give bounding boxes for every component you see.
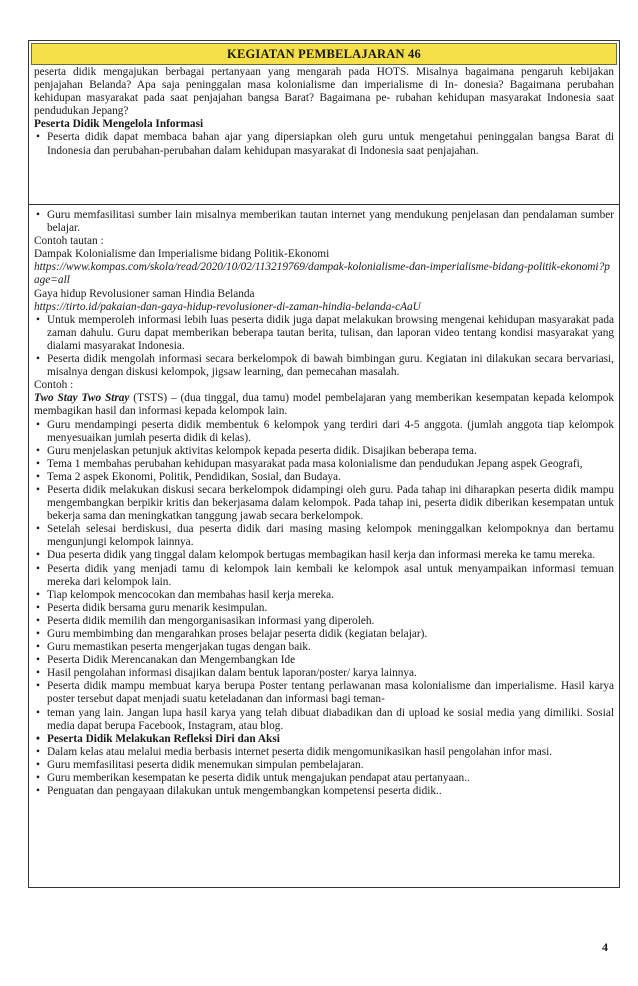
list-item: • Peserta Didik Merencanakan dan Mengembangkan Ide — [34, 654, 614, 667]
tsts-description: (TSTS) – (dua tinggal, dua tamu) model pembelajaran yang memberikan kesempatan kepada kelompok membagikan hasil dan informasi kepada kelompok lain. — [34, 392, 614, 418]
list-item: • Guru memfasilitasi sumber lain misalnya memberikan tautan internet yang mendukung penjelasan dan pendalaman sumber belajar. — [34, 209, 614, 235]
list-item: • Guru membimbing dan mengarahkan proses belajar peserta didik (kegiatan belajar). — [34, 628, 614, 641]
list-item: • Penguatan dan pengayaan dilakukan untuk mengembangkan kompetensi peserta didik.. — [34, 785, 614, 798]
info-list — [34, 314, 614, 379]
list-item: • Hasil pengolahan informasi disajikan dalam bentuk laporan/poster/ karya lainnya. — [34, 667, 614, 680]
list-item: • Tema 2 aspek Ekonomi, Politik, Pendidikan, Sosial, dan Budaya. — [34, 471, 614, 484]
list-item: • teman yang lain. Jangan lupa hasil karya yang telah dibuat diabadikan dan di upload ke sosial media yang dimiliki. Sosial media dapat berupa Facebook, Instagram, atau blog. — [34, 707, 614, 733]
list-item: • Peserta didik mampu membuat karya berupa Poster tentang perlawanan masa kolonialisme dan imperialisme. Hasil karya poster tersebut dapat menjadi suatu keteladanan dan informasi bagi teman- — [34, 680, 614, 706]
link2-url[interactable]: https://tirto.id/pakaian-dan-gaya-hidup-revolusioner-di-zaman-hindia-belanda-cAaU — [34, 300, 421, 313]
section-main — [29, 209, 619, 887]
lesson-title: KEGIATAN PEMBELAJARAN 46 — [31, 43, 617, 65]
list-item: • Peserta didik bersama guru menarik kesimpulan. — [34, 602, 614, 615]
refleksi-list — [34, 733, 614, 798]
list-item: • Peserta didik mengolah informasi secara berkelompok di bawah bimbingan guru. Kegiatan ini dilakukan secara bervariasi, misalnya dengan diskusi kelompok, jigsaw learning, dan pemecahan masalah. — [34, 353, 614, 379]
contoh-label: Contoh : — [34, 379, 74, 392]
link-intro-list — [34, 209, 614, 235]
heading-kelola-informasi: Peserta Didik Mengelola Informasi — [34, 118, 204, 131]
page-number: 4 — [602, 940, 608, 954]
heading-refleksi: • Peserta Didik Melakukan Refleksi Diri dan Aksi — [34, 733, 614, 746]
section-intro — [29, 66, 619, 204]
list-item: • Guru memfasilitasi peserta didik menemukan simpulan pembelajaran. — [34, 759, 614, 772]
list-item: • Guru menjelaskan petunjuk aktivitas kelompok kepada peserta didik. Disajikan beberapa tema. — [34, 445, 614, 458]
intro-paragraph: peserta didik mengajukan berbagai pertanyaan yang mengarah pada HOTS. Misalnya bagaimana pengaruh kebijakan penjajahan Belanda? Apa saja peninggalan masa kolonialisme dan imperialisme di In- donesia? Bagaimana perubahan kehidupan masyarakat pada saat penjajahan bangsa Barat? Bagaimana pe- rubahan kehidupan masyarakat Indonesia saat pendudukan Jepang? — [34, 66, 614, 118]
lesson-frame — [28, 40, 620, 888]
list-item: • Peserta didik yang menjadi tamu di kelompok lain kembali ke kelompok asal untuk menyampaikan informasi temuan mereka dari kelompok lain. — [34, 563, 614, 589]
list-item: • Dalam kelas atau melalui media berbasis internet peserta didik mengomunikasikan hasil pengolahan infor masi. — [34, 746, 614, 759]
tsts-paragraph — [34, 392, 614, 418]
tsts-steps-list — [34, 419, 614, 733]
link2-title: Gaya hidup Revolusioner saman Hindia Belanda — [34, 287, 255, 300]
list-item: • Peserta didik memilih dan mengorganisasikan informasi yang diperoleh. — [34, 615, 614, 628]
list-item: • Tema 1 membahas perubahan kehidupan masyarakat pada masa kolonialisme dan pendudukan Jepang aspek Geografi, — [34, 458, 614, 471]
list-item: • Guru mendampingi peserta didik membentuk 6 kelompok yang terdiri dari 4-5 anggota. (jumlah anggota tiap kelompok menyesuaikan jumlah peserta didik di kelas). — [34, 419, 614, 445]
link1-title: Dampak Kolonialisme dan Imperialisme bidang Politik-Ekonomi — [34, 248, 330, 261]
link1-url[interactable]: https://www.kompas.com/skola/read/2020/10/02/113219769/dampak-kolonialisme-dan-imperialisme-bidang-politik-ekonomi?page=all — [34, 261, 610, 287]
list-item: • Dua peserta didik yang tinggal dalam kelompok bertugas membagikan hasil kerja dan informasi mereka ke tamu mereka. — [34, 549, 614, 562]
tsts-name: Two Stay Two Stray — [34, 392, 130, 405]
list-item: • Tiap kelompok mencocokan dan membahas hasil kerja mereka. — [34, 589, 614, 602]
list-item: • Guru memberikan kesempatan ke peserta didik untuk mengajukan pendapat atau pertanyaan.. — [34, 772, 614, 785]
list-item: • Setelah selesai berdiskusi, dua peserta didik dari masing masing kelompok meninggalkan kelompoknya dan bertamu mengunjungi kelompok lainnya. — [34, 523, 614, 549]
list-item: • Peserta didik dapat membaca bahan ajar yang dipersiapkan oleh guru untuk mengetahui peninggalan bangsa Barat di Indonesia dan perubahan-perubahan dalam kehidupan masyarakat di Indonesia saat penjajahan. — [34, 131, 614, 157]
list-item: • Peserta didik melakukan diskusi secara berkelompok didampingi oleh guru. Pada tahap ini diharapkan peserta didik mampu mengembangkan berpikir kritis dan bekerjasama dalam kelompok. Pada tahap ini, peserta didik diberikan kesempatan untuk bekerja sama dan meningkatkan tanggung jawab secara berkelompok. — [34, 484, 614, 523]
contoh-tautan-label: Contoh tautan : — [34, 235, 104, 248]
section-divider — [29, 204, 619, 205]
list-item: • Guru memastikan peserta mengerjakan tugas dengan baik. — [34, 641, 614, 654]
kelola-list — [34, 131, 614, 157]
list-item: • Untuk memperoleh informasi lebih luas peserta didik juga dapat melakukan browsing mengenai kehidupan masyarakat pada zaman dahulu. Guru dapat memberikan beberapa tautan berita, tulisan, dan laporan video tentang kondisi masyarakat yang dialami masyarakat Indonesia. — [34, 314, 614, 353]
